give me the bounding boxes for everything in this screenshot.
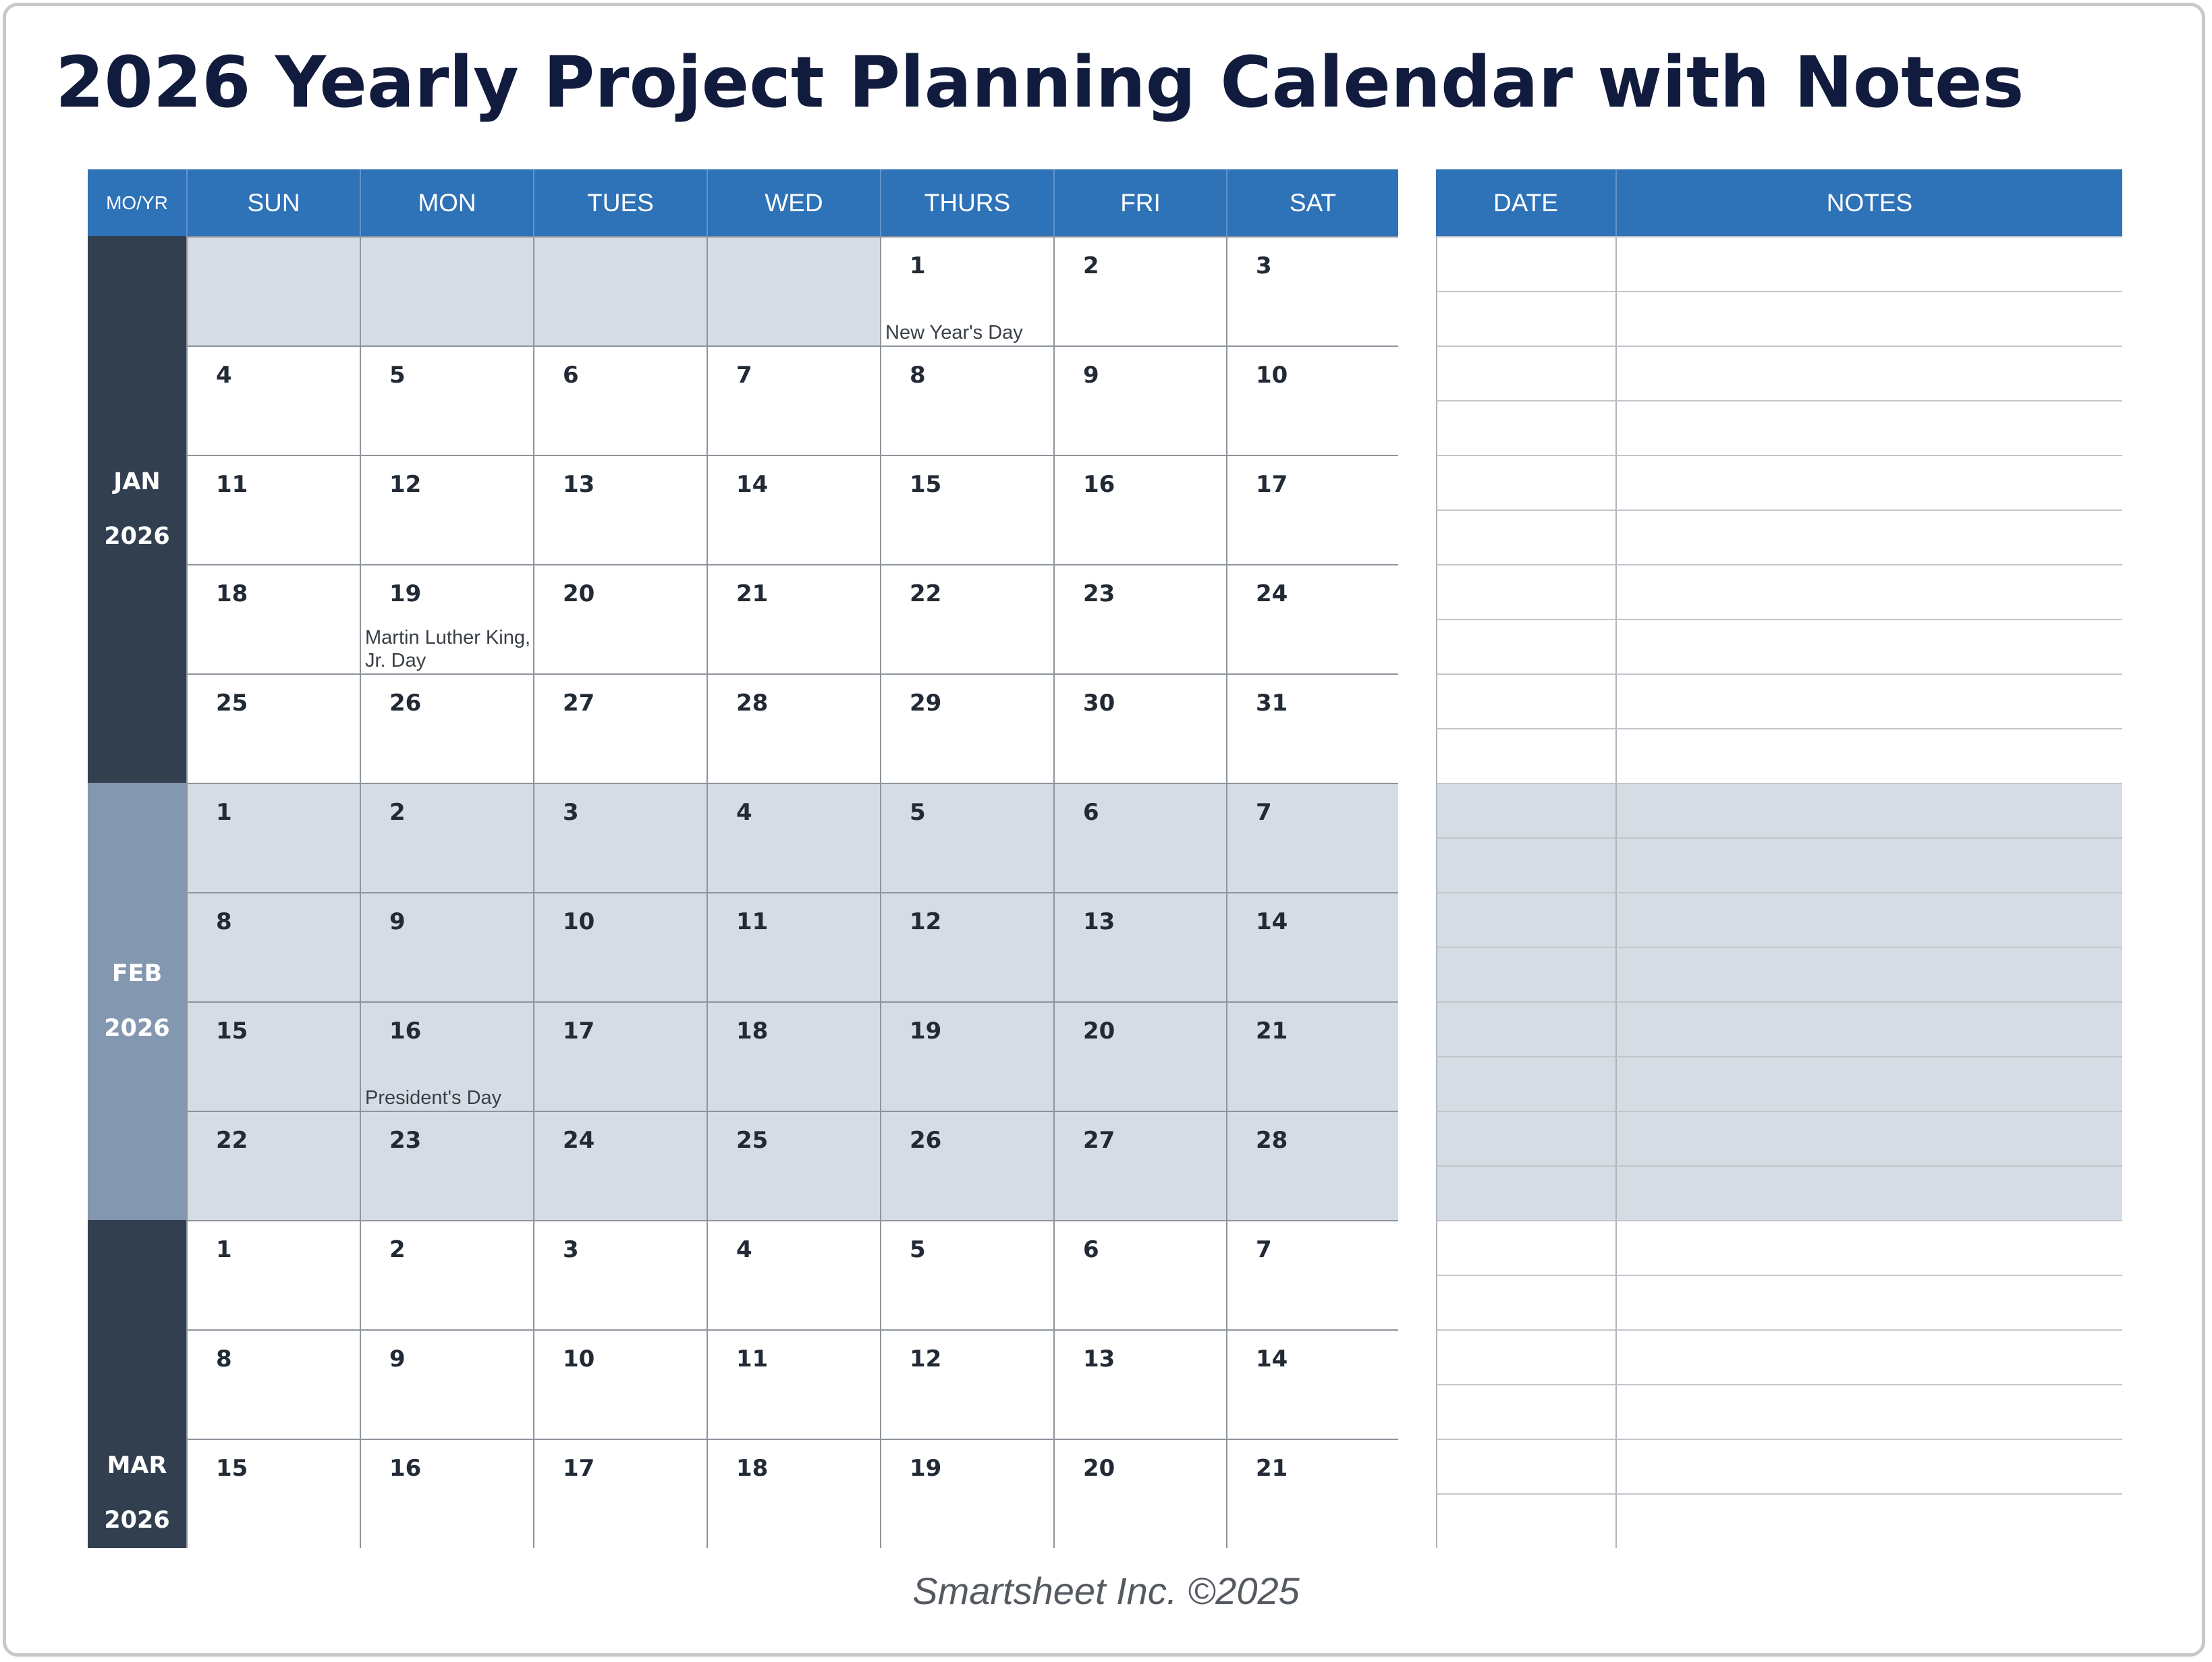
notes-text-cell[interactable] bbox=[1615, 1384, 2122, 1439]
empty-day-cell bbox=[707, 236, 880, 345]
day-number: 8 bbox=[216, 1346, 232, 1373]
day-number: 5 bbox=[389, 362, 406, 389]
day-number: 20 bbox=[563, 580, 595, 607]
day-number: 2 bbox=[389, 799, 406, 826]
day-number: 22 bbox=[910, 580, 942, 607]
day-cell bbox=[880, 673, 1053, 783]
notes-text-cell[interactable] bbox=[1615, 1439, 2122, 1493]
day-cell bbox=[533, 1329, 707, 1439]
holiday-label: Martin Luther King, Jr. Day bbox=[365, 627, 531, 671]
day-number: 31 bbox=[1256, 690, 1288, 717]
page-title: 2026 Yearly Project Planning Calendar with Notes bbox=[55, 41, 2024, 123]
notes-date-cell[interactable] bbox=[1436, 837, 1615, 892]
day-cell bbox=[1053, 455, 1226, 564]
notes-text-cell[interactable] bbox=[1615, 400, 2122, 455]
notes-date-cell[interactable] bbox=[1436, 1384, 1615, 1439]
day-cell bbox=[533, 892, 707, 1001]
empty-day-cell bbox=[186, 236, 360, 345]
notes-date-cell[interactable] bbox=[1436, 345, 1615, 400]
day-cell bbox=[360, 1111, 533, 1220]
month-label-feb bbox=[88, 783, 186, 1220]
day-number: 16 bbox=[389, 1455, 422, 1482]
day-number: 27 bbox=[563, 690, 595, 717]
day-cell bbox=[1226, 1220, 1398, 1329]
notes-text-cell[interactable] bbox=[1615, 1329, 2122, 1384]
notes-table bbox=[1436, 169, 2122, 1548]
day-number: 15 bbox=[216, 1018, 248, 1045]
notes-header-notes: NOTES bbox=[1615, 169, 2122, 236]
notes-date-cell[interactable] bbox=[1436, 509, 1615, 564]
day-cell bbox=[533, 345, 707, 455]
notes-text-cell[interactable] bbox=[1615, 1493, 2122, 1548]
notes-date-cell[interactable] bbox=[1436, 1001, 1615, 1056]
notes-text-cell[interactable] bbox=[1615, 1111, 2122, 1165]
day-number: 4 bbox=[736, 799, 752, 826]
holiday-label: President's Day bbox=[365, 1087, 502, 1109]
day-number: 1 bbox=[216, 799, 232, 826]
notes-date-cell[interactable] bbox=[1436, 619, 1615, 673]
day-cell bbox=[360, 564, 533, 673]
notes-text-cell[interactable] bbox=[1615, 892, 2122, 947]
day-number: 18 bbox=[736, 1455, 769, 1482]
day-number: 1 bbox=[216, 1236, 232, 1263]
day-cell bbox=[1226, 783, 1398, 892]
calendar-grid bbox=[88, 169, 1398, 1548]
day-number: 16 bbox=[1083, 471, 1115, 498]
day-number: 2 bbox=[389, 1236, 406, 1263]
day-number: 15 bbox=[910, 471, 942, 498]
day-cell bbox=[707, 892, 880, 1001]
day-number: 6 bbox=[563, 362, 579, 389]
header-sat: SAT bbox=[1226, 169, 1398, 236]
notes-text-cell[interactable] bbox=[1615, 619, 2122, 673]
day-number: 27 bbox=[1083, 1127, 1115, 1154]
notes-date-cell[interactable] bbox=[1436, 1165, 1615, 1220]
notes-date-cell[interactable] bbox=[1436, 1329, 1615, 1384]
day-number: 10 bbox=[1256, 362, 1288, 389]
day-cell bbox=[880, 1439, 1053, 1548]
day-number: 9 bbox=[389, 1346, 406, 1373]
day-cell bbox=[533, 1001, 707, 1111]
day-cell bbox=[360, 455, 533, 564]
day-cell bbox=[707, 345, 880, 455]
day-number: 12 bbox=[910, 1346, 942, 1373]
day-cell bbox=[533, 1439, 707, 1548]
day-cell bbox=[1226, 673, 1398, 783]
notes-date-cell[interactable] bbox=[1436, 564, 1615, 619]
month-year: 2026 bbox=[104, 523, 170, 550]
notes-date-cell[interactable] bbox=[1436, 1111, 1615, 1165]
day-number: 19 bbox=[910, 1018, 942, 1045]
day-number: 29 bbox=[910, 690, 942, 717]
day-cell bbox=[360, 345, 533, 455]
day-cell bbox=[533, 455, 707, 564]
day-number: 5 bbox=[910, 799, 926, 826]
day-cell bbox=[1053, 673, 1226, 783]
header-sun: SUN bbox=[186, 169, 360, 236]
notes-date-cell[interactable] bbox=[1436, 1439, 1615, 1493]
day-cell bbox=[1053, 236, 1226, 345]
day-number: 21 bbox=[1256, 1018, 1288, 1045]
day-cell bbox=[707, 1001, 880, 1111]
day-cell bbox=[186, 673, 360, 783]
day-cell bbox=[880, 1001, 1053, 1111]
month-name: MAR bbox=[107, 1452, 167, 1479]
day-number: 11 bbox=[736, 1346, 769, 1373]
notes-date-cell[interactable] bbox=[1436, 291, 1615, 345]
month-name: JAN bbox=[113, 468, 161, 495]
day-cell bbox=[360, 783, 533, 892]
day-number: 14 bbox=[736, 471, 769, 498]
notes-date-cell[interactable] bbox=[1436, 783, 1615, 837]
notes-text-cell[interactable] bbox=[1615, 837, 2122, 892]
day-number: 16 bbox=[389, 1018, 422, 1045]
month-name: FEB bbox=[111, 960, 163, 987]
notes-date-cell[interactable] bbox=[1436, 728, 1615, 783]
day-cell bbox=[880, 1329, 1053, 1439]
notes-date-cell[interactable] bbox=[1436, 673, 1615, 728]
notes-text-cell[interactable] bbox=[1615, 509, 2122, 564]
day-cell bbox=[186, 345, 360, 455]
day-cell bbox=[360, 673, 533, 783]
day-cell bbox=[880, 1220, 1053, 1329]
day-cell bbox=[186, 892, 360, 1001]
day-cell bbox=[707, 455, 880, 564]
day-cell bbox=[1226, 455, 1398, 564]
day-cell bbox=[1053, 1329, 1226, 1439]
notes-header-date: DATE bbox=[1436, 169, 1615, 236]
day-cell bbox=[880, 1111, 1053, 1220]
day-number: 3 bbox=[563, 799, 579, 826]
day-number: 4 bbox=[216, 362, 232, 389]
day-cell bbox=[360, 1329, 533, 1439]
empty-day-cell bbox=[360, 236, 533, 345]
day-cell bbox=[360, 1220, 533, 1329]
day-number: 22 bbox=[216, 1127, 248, 1154]
day-number: 26 bbox=[389, 690, 422, 717]
notes-date-cell[interactable] bbox=[1436, 455, 1615, 509]
day-number: 2 bbox=[1083, 252, 1099, 279]
day-cell bbox=[1226, 1329, 1398, 1439]
day-number: 21 bbox=[1256, 1455, 1288, 1482]
day-cell bbox=[1053, 1220, 1226, 1329]
day-cell bbox=[880, 345, 1053, 455]
day-number: 17 bbox=[563, 1018, 595, 1045]
day-number: 28 bbox=[1256, 1127, 1288, 1154]
day-number: 19 bbox=[389, 580, 422, 607]
day-number: 23 bbox=[389, 1127, 422, 1154]
day-cell bbox=[1226, 1111, 1398, 1220]
day-cell bbox=[1226, 892, 1398, 1001]
day-cell bbox=[186, 1001, 360, 1111]
day-number: 10 bbox=[563, 1346, 595, 1373]
day-number: 15 bbox=[216, 1455, 248, 1482]
day-cell bbox=[533, 1220, 707, 1329]
day-number: 8 bbox=[216, 908, 232, 935]
day-number: 18 bbox=[736, 1018, 769, 1045]
day-cell bbox=[186, 455, 360, 564]
day-number: 18 bbox=[216, 580, 248, 607]
day-cell bbox=[707, 783, 880, 892]
day-number: 4 bbox=[736, 1236, 752, 1263]
day-number: 24 bbox=[1256, 580, 1288, 607]
header-mon: MON bbox=[360, 169, 533, 236]
day-number: 13 bbox=[563, 471, 595, 498]
day-number: 12 bbox=[389, 471, 422, 498]
day-cell bbox=[360, 1001, 533, 1111]
header-tues: TUES bbox=[533, 169, 707, 236]
day-number: 20 bbox=[1083, 1018, 1115, 1045]
day-cell bbox=[707, 673, 880, 783]
day-cell bbox=[186, 1111, 360, 1220]
day-number: 3 bbox=[563, 1236, 579, 1263]
day-number: 7 bbox=[1256, 1236, 1272, 1263]
month-label-jan bbox=[88, 236, 186, 783]
day-number: 13 bbox=[1083, 908, 1115, 935]
notes-date-cell[interactable] bbox=[1436, 947, 1615, 1001]
day-cell bbox=[707, 1220, 880, 1329]
notes-text-cell[interactable] bbox=[1615, 455, 2122, 509]
day-cell bbox=[707, 1111, 880, 1220]
day-cell bbox=[360, 892, 533, 1001]
day-cell bbox=[1226, 564, 1398, 673]
day-cell bbox=[707, 564, 880, 673]
day-number: 28 bbox=[736, 690, 769, 717]
day-cell bbox=[1053, 1001, 1226, 1111]
day-cell bbox=[880, 892, 1053, 1001]
day-cell bbox=[880, 455, 1053, 564]
notes-text-cell[interactable] bbox=[1615, 236, 2122, 291]
day-number: 6 bbox=[1083, 799, 1099, 826]
day-number: 1 bbox=[910, 252, 926, 279]
notes-date-cell[interactable] bbox=[1436, 892, 1615, 947]
day-number: 25 bbox=[736, 1127, 769, 1154]
day-number: 25 bbox=[216, 690, 248, 717]
notes-text-cell[interactable] bbox=[1615, 1220, 2122, 1275]
day-cell bbox=[1053, 1439, 1226, 1548]
day-number: 5 bbox=[910, 1236, 926, 1263]
day-number: 14 bbox=[1256, 1346, 1288, 1373]
day-number: 11 bbox=[736, 908, 769, 935]
day-cell bbox=[1053, 345, 1226, 455]
holiday-label: New Year's Day bbox=[885, 322, 1023, 343]
month-label-mar bbox=[88, 1220, 186, 1548]
day-cell bbox=[533, 1111, 707, 1220]
day-number: 19 bbox=[910, 1455, 942, 1482]
day-cell bbox=[186, 1329, 360, 1439]
day-cell bbox=[186, 1439, 360, 1548]
notes-text-cell[interactable] bbox=[1615, 345, 2122, 400]
day-number: 17 bbox=[1256, 471, 1288, 498]
day-cell bbox=[880, 236, 1053, 345]
header-fri: FRI bbox=[1053, 169, 1226, 236]
header-mo-yr: MO/YR bbox=[88, 169, 186, 236]
day-cell bbox=[1053, 564, 1226, 673]
day-number: 26 bbox=[910, 1127, 942, 1154]
month-year: 2026 bbox=[104, 1507, 170, 1534]
notes-text-cell[interactable] bbox=[1615, 291, 2122, 345]
day-cell bbox=[880, 564, 1053, 673]
day-cell bbox=[360, 1439, 533, 1548]
notes-date-cell[interactable] bbox=[1436, 1493, 1615, 1548]
notes-date-cell[interactable] bbox=[1436, 1220, 1615, 1275]
day-cell bbox=[1226, 345, 1398, 455]
notes-text-cell[interactable] bbox=[1615, 1275, 2122, 1329]
notes-date-cell[interactable] bbox=[1436, 1056, 1615, 1111]
day-number: 10 bbox=[563, 908, 595, 935]
notes-text-cell[interactable] bbox=[1615, 564, 2122, 619]
notes-text-cell[interactable] bbox=[1615, 1165, 2122, 1220]
day-number: 9 bbox=[389, 908, 406, 935]
notes-text-cell[interactable] bbox=[1615, 783, 2122, 837]
day-number: 11 bbox=[216, 471, 248, 498]
notes-date-cell[interactable] bbox=[1436, 236, 1615, 291]
notes-text-cell[interactable] bbox=[1615, 673, 2122, 728]
day-cell bbox=[880, 783, 1053, 892]
day-number: 21 bbox=[736, 580, 769, 607]
day-number: 8 bbox=[910, 362, 926, 389]
day-cell bbox=[1053, 783, 1226, 892]
day-cell bbox=[533, 783, 707, 892]
day-number: 20 bbox=[1083, 1455, 1115, 1482]
day-number: 14 bbox=[1256, 908, 1288, 935]
day-cell bbox=[1226, 1001, 1398, 1111]
day-cell bbox=[533, 673, 707, 783]
day-number: 3 bbox=[1256, 252, 1272, 279]
month-year: 2026 bbox=[104, 1015, 170, 1042]
day-number: 13 bbox=[1083, 1346, 1115, 1373]
footer-copyright: Smartsheet Inc. ©2025 bbox=[912, 1570, 1300, 1612]
day-cell bbox=[533, 564, 707, 673]
day-number: 30 bbox=[1083, 690, 1115, 717]
notes-text-cell[interactable] bbox=[1615, 1001, 2122, 1056]
day-number: 7 bbox=[736, 362, 752, 389]
day-number: 7 bbox=[1256, 799, 1272, 826]
day-cell bbox=[186, 1220, 360, 1329]
day-cell bbox=[186, 564, 360, 673]
day-cell bbox=[707, 1439, 880, 1548]
day-cell bbox=[707, 1329, 880, 1439]
day-number: 23 bbox=[1083, 580, 1115, 607]
day-number: 24 bbox=[563, 1127, 595, 1154]
notes-text-cell[interactable] bbox=[1615, 728, 2122, 783]
day-cell bbox=[1053, 892, 1226, 1001]
day-cell bbox=[1226, 1439, 1398, 1548]
notes-text-cell[interactable] bbox=[1615, 947, 2122, 1001]
notes-date-cell[interactable] bbox=[1436, 400, 1615, 455]
empty-day-cell bbox=[533, 236, 707, 345]
day-number: 12 bbox=[910, 908, 942, 935]
day-cell bbox=[186, 783, 360, 892]
day-number: 17 bbox=[563, 1455, 595, 1482]
header-thurs: THURS bbox=[880, 169, 1053, 236]
notes-text-cell[interactable] bbox=[1615, 1056, 2122, 1111]
day-cell bbox=[1226, 236, 1398, 345]
notes-date-cell[interactable] bbox=[1436, 1275, 1615, 1329]
day-number: 9 bbox=[1083, 362, 1099, 389]
header-wed: WED bbox=[707, 169, 880, 236]
day-number: 6 bbox=[1083, 1236, 1099, 1263]
day-cell bbox=[1053, 1111, 1226, 1220]
